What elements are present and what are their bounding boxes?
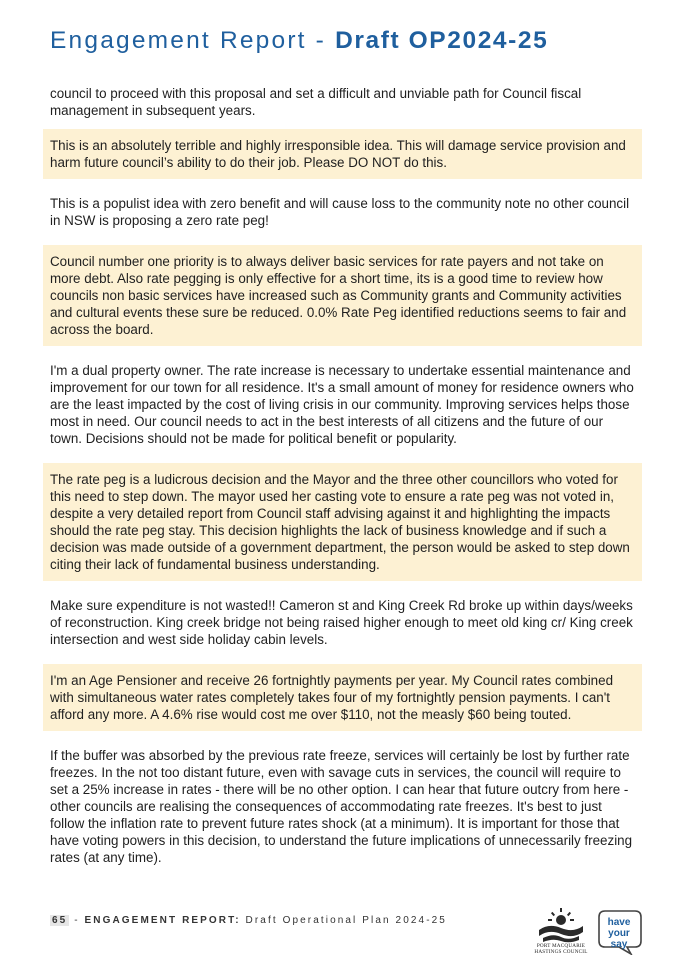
comment-paragraph-highlighted: This is an absolutely terrible and highly irresponsible idea. This will damage service provision and harm future council’s ability to do their job. Please DO NOT do this. (43, 129, 642, 179)
comments-list (0, 85, 685, 874)
have-your-say-logo (597, 909, 643, 955)
header-title-prefix: Engagement Report - (50, 27, 336, 54)
comment-paragraph: I'm a dual property owner. The rate increase is necessary to undertake essential maintenance and improvement for our town for all residence. It's a small amount of money for residence owners who are the least impacted by the cost of living crisis in our community. Improving services helps those most in need. Our council needs to act in the best interests of all citizens and the future of our town. Decisions should not be made for political benefit or popularity. (50, 363, 634, 446)
council-logo-text (533, 943, 589, 955)
comment-paragraph: This is a populist idea with zero benefit and will cause loss to the community note no other council in NSW is proposing a zero rate peg! (50, 196, 630, 228)
footer-label: ENGAGEMENT REPORT: (84, 915, 241, 926)
page-footer (50, 915, 447, 926)
comment-paragraph-highlighted: I'm an Age Pensioner and receive 26 fortnightly payments per year. My Council rates combined with simultaneous water rates completely takes four of my fortnightly pension payments. I can't afford any more. A 4.6% rise would cost me over $110, not the measly $60 being touted. (43, 664, 642, 731)
comment-paragraph: If the buffer was absorbed by the previous rate freeze, services will certainly be lost by further rate freezes. In the not too distant future, even with savage cuts in services, the council will require to set a 25% increase in rates - there will be no other option. I can hear that future outcry from here - other councils are realising the consequences of accommodating rate freezes. It's best to just follow the inflation rate to prevent future rates shock (at a minimum). It is important for those that have voting powers in this decision, to understand the future implications of unnecessarily freezing rates (at any time). (50, 748, 633, 865)
comment-paragraph-highlighted: The rate peg is a ludicrous decision and the Mayor and the three other councillors who voted for this need to step down. The mayor used her casting vote to ensure a rate peg was not voted in, despite a very detailed report from Council staff advising against it and highlighting the impacts should the rate peg stay. This decision highlights the lack of business knowledge and if such a decision was made outside of a government department, the person would be asked to step down citing their lack of fundamental business understanding. (43, 463, 642, 581)
council-logo (533, 908, 589, 958)
council-emblem-icon (533, 908, 589, 944)
header-title-bold: Draft OP2024-25 (335, 27, 549, 54)
comment-paragraph: Make sure expenditure is not wasted!! Cameron st and King Creek Rd broke up within days/weeks of reconstruction. King creek bridge not being raised higher enough to meet old king cr/ King creek intersection and west side holiday cabin levels. (50, 598, 633, 647)
comment-paragraph: council to proceed with this proposal and set a difficult and unviable path for Council fiscal management in subsequent years. (50, 86, 582, 118)
page-header (50, 27, 548, 55)
footer-subtitle: Draft Operational Plan 2024-25 (240, 915, 447, 926)
have-your-say-line1: have (607, 917, 631, 928)
have-your-say-line2: your say (608, 928, 630, 950)
footer-separator: - (69, 915, 85, 926)
comment-paragraph-highlighted: Council number one priority is to always deliver basic services for rate payers and not take on more debt. Also rate pegging is only effective for a short time, its is a good time to review how councils non basic services have increased such as Community grants and Community activities and cultural events these sure be reduced. 0.0% Rate Peg identified reductions seems to fair and across the board. (43, 245, 642, 346)
council-logo-line1: PORT MACQUARIE (536, 943, 586, 949)
council-logo-line2: HASTINGS COUNCIL (534, 949, 588, 955)
have-your-say-text (601, 917, 637, 950)
page-number: 65 (52, 915, 68, 926)
